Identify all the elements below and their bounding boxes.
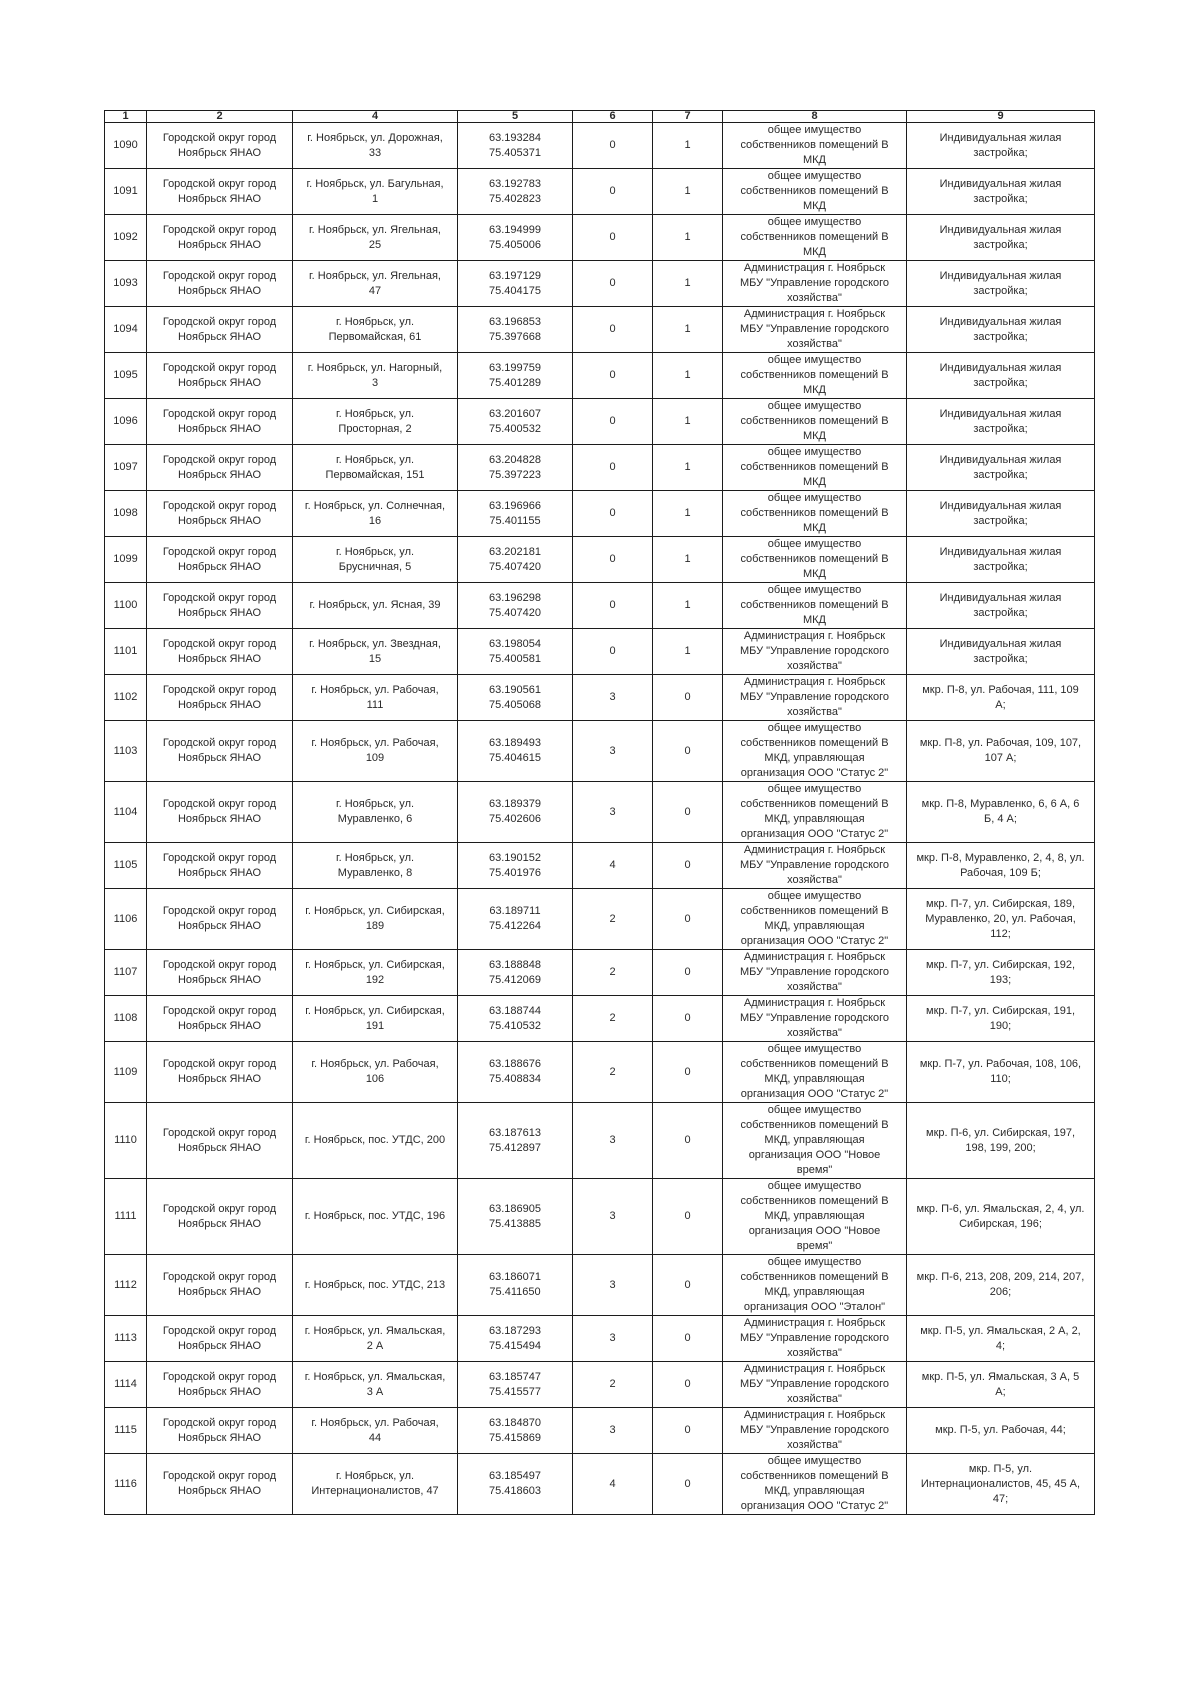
coordinates-cell: 63.197129 75.404175 <box>458 261 573 307</box>
owner-cell: Администрация г. Ноябрьск МБУ "Управление городского хозяйства" <box>723 675 907 721</box>
row-number-cell: 1106 <box>105 889 147 950</box>
header-cell-1: 1 <box>105 111 147 123</box>
coordinates-cell: 63.188848 75.412069 <box>458 950 573 996</box>
column-6-cell: 3 <box>573 721 653 782</box>
purpose-cell: мкр. П-5, ул. Интернационалистов, 45, 45 А, 47; <box>907 1454 1095 1515</box>
coordinates-cell: 63.196966 75.401155 <box>458 491 573 537</box>
table-row <box>105 399 1095 445</box>
purpose-cell: мкр. П-7, ул. Сибирская, 189, Муравленко, 20, ул. Рабочая, 112; <box>907 889 1095 950</box>
owner-cell: общее имущество собственников помещений В МКД <box>723 445 907 491</box>
row-number-cell: 1101 <box>105 629 147 675</box>
purpose-cell: мкр. П-8, Муравленко, 6, 6 А, 6 Б, 4 А; <box>907 782 1095 843</box>
table-body <box>105 123 1095 1515</box>
coordinates-cell: 63.189711 75.412264 <box>458 889 573 950</box>
district-cell: Городской округ город Ноябрьск ЯНАО <box>147 1408 293 1454</box>
owner-cell: общее имущество собственников помещений В МКД, управляющая организация ООО "Статус 2" <box>723 889 907 950</box>
owner-cell: общее имущество собственников помещений В МКД, управляющая организация ООО "Статус 2" <box>723 721 907 782</box>
purpose-cell: Индивидуальная жилая застройка; <box>907 169 1095 215</box>
purpose-cell: Индивидуальная жилая застройка; <box>907 215 1095 261</box>
row-number-cell: 1109 <box>105 1042 147 1103</box>
table-row <box>105 1179 1095 1255</box>
address-cell: г. Ноябрьск, ул. Интернационалистов, 47 <box>293 1454 458 1515</box>
column-6-cell: 3 <box>573 1316 653 1362</box>
header-cell-8: 8 <box>723 111 907 123</box>
coordinates-cell: 63.188676 75.408834 <box>458 1042 573 1103</box>
district-cell: Городской округ город Ноябрьск ЯНАО <box>147 1454 293 1515</box>
table-row <box>105 215 1095 261</box>
purpose-cell: мкр. П-7, ул. Рабочая, 108, 106, 110; <box>907 1042 1095 1103</box>
district-cell: Городской округ город Ноябрьск ЯНАО <box>147 491 293 537</box>
address-cell: г. Ноябрьск, ул. Ямальская, 3 А <box>293 1362 458 1408</box>
coordinates-cell: 63.202181 75.407420 <box>458 537 573 583</box>
district-cell: Городской округ город Ноябрьск ЯНАО <box>147 169 293 215</box>
table-row <box>105 169 1095 215</box>
coordinates-cell: 63.189379 75.402606 <box>458 782 573 843</box>
address-cell: г. Ноябрьск, ул. Просторная, 2 <box>293 399 458 445</box>
table-row <box>105 1255 1095 1316</box>
address-cell: г. Ноябрьск, ул. Рабочая, 44 <box>293 1408 458 1454</box>
table-row <box>105 353 1095 399</box>
purpose-cell: Индивидуальная жилая застройка; <box>907 445 1095 491</box>
coordinates-cell: 63.192783 75.402823 <box>458 169 573 215</box>
owner-cell: общее имущество собственников помещений В МКД <box>723 215 907 261</box>
coordinates-cell: 63.196298 75.407420 <box>458 583 573 629</box>
table-row <box>105 1042 1095 1103</box>
owner-cell: общее имущество собственников помещений В МКД, управляющая организация ООО "Новое время" <box>723 1179 907 1255</box>
table-row <box>105 889 1095 950</box>
row-number-cell: 1091 <box>105 169 147 215</box>
column-6-cell: 0 <box>573 261 653 307</box>
address-cell: г. Ноябрьск, пос. УТДС, 196 <box>293 1179 458 1255</box>
coordinates-cell: 63.187293 75.415494 <box>458 1316 573 1362</box>
table-row <box>105 123 1095 169</box>
table-row <box>105 843 1095 889</box>
row-number-cell: 1097 <box>105 445 147 491</box>
row-number-cell: 1104 <box>105 782 147 843</box>
purpose-cell: мкр. П-5, ул. Ямальская, 2 А, 2, 4; <box>907 1316 1095 1362</box>
purpose-cell: мкр. П-6, ул. Сибирская, 197, 198, 199, 200; <box>907 1103 1095 1179</box>
column-6-cell: 4 <box>573 843 653 889</box>
owner-cell: общее имущество собственников помещений В МКД, управляющая организация ООО "Эталон" <box>723 1255 907 1316</box>
column-7-cell: 0 <box>653 1316 723 1362</box>
owner-cell: Администрация г. Ноябрьск МБУ "Управление городского хозяйства" <box>723 261 907 307</box>
column-6-cell: 2 <box>573 1042 653 1103</box>
district-cell: Городской округ город Ноябрьск ЯНАО <box>147 721 293 782</box>
coordinates-cell: 63.186071 75.411650 <box>458 1255 573 1316</box>
table-row <box>105 583 1095 629</box>
column-7-cell: 1 <box>653 583 723 629</box>
district-cell: Городской округ город Ноябрьск ЯНАО <box>147 1179 293 1255</box>
column-7-cell: 0 <box>653 1042 723 1103</box>
column-7-cell: 0 <box>653 1255 723 1316</box>
table-row <box>105 307 1095 353</box>
row-number-cell: 1100 <box>105 583 147 629</box>
district-cell: Городской округ город Ноябрьск ЯНАО <box>147 950 293 996</box>
coordinates-cell: 63.185747 75.415577 <box>458 1362 573 1408</box>
data-table <box>104 110 1095 1515</box>
owner-cell: общее имущество собственников помещений В МКД <box>723 353 907 399</box>
column-7-cell: 1 <box>653 353 723 399</box>
purpose-cell: мкр. П-8, Муравленко, 2, 4, 8, ул. Рабочая, 109 Б; <box>907 843 1095 889</box>
column-7-cell: 0 <box>653 843 723 889</box>
row-number-cell: 1112 <box>105 1255 147 1316</box>
table-row <box>105 950 1095 996</box>
coordinates-cell: 63.204828 75.397223 <box>458 445 573 491</box>
column-6-cell: 0 <box>573 307 653 353</box>
column-7-cell: 1 <box>653 445 723 491</box>
address-cell: г. Ноябрьск, ул. Багульная, 1 <box>293 169 458 215</box>
header-cell-4: 4 <box>293 111 458 123</box>
column-6-cell: 0 <box>573 491 653 537</box>
address-cell: г. Ноябрьск, ул. Нагорный, 3 <box>293 353 458 399</box>
column-7-cell: 1 <box>653 537 723 583</box>
owner-cell: общее имущество собственников помещений В МКД, управляющая организация ООО "Статус 2" <box>723 782 907 843</box>
purpose-cell: Индивидуальная жилая застройка; <box>907 123 1095 169</box>
table-row <box>105 261 1095 307</box>
column-6-cell: 2 <box>573 1362 653 1408</box>
district-cell: Городской округ город Ноябрьск ЯНАО <box>147 629 293 675</box>
column-6-cell: 3 <box>573 1103 653 1179</box>
district-cell: Городской округ город Ноябрьск ЯНАО <box>147 445 293 491</box>
district-cell: Городской округ город Ноябрьск ЯНАО <box>147 1042 293 1103</box>
address-cell: г. Ноябрьск, ул. Ягельная, 25 <box>293 215 458 261</box>
owner-cell: общее имущество собственников помещений В МКД, управляющая организация ООО "Статус 2" <box>723 1042 907 1103</box>
column-6-cell: 4 <box>573 1454 653 1515</box>
header-cell-5: 5 <box>458 111 573 123</box>
owner-cell: Администрация г. Ноябрьск МБУ "Управление городского хозяйства" <box>723 1362 907 1408</box>
column-7-cell: 1 <box>653 123 723 169</box>
district-cell: Городской округ город Ноябрьск ЯНАО <box>147 353 293 399</box>
column-6-cell: 3 <box>573 1255 653 1316</box>
district-cell: Городской округ город Ноябрьск ЯНАО <box>147 1103 293 1179</box>
owner-cell: общее имущество собственников помещений В МКД <box>723 491 907 537</box>
row-number-cell: 1103 <box>105 721 147 782</box>
row-number-cell: 1105 <box>105 843 147 889</box>
column-6-cell: 3 <box>573 782 653 843</box>
column-7-cell: 1 <box>653 169 723 215</box>
district-cell: Городской округ город Ноябрьск ЯНАО <box>147 1362 293 1408</box>
coordinates-cell: 63.194999 75.405006 <box>458 215 573 261</box>
coordinates-cell: 63.201607 75.400532 <box>458 399 573 445</box>
column-6-cell: 0 <box>573 583 653 629</box>
row-number-cell: 1098 <box>105 491 147 537</box>
header-cell-9: 9 <box>907 111 1095 123</box>
header-cell-6: 6 <box>573 111 653 123</box>
column-7-cell: 0 <box>653 889 723 950</box>
purpose-cell: мкр. П-7, ул. Сибирская, 192, 193; <box>907 950 1095 996</box>
header-cell-2: 2 <box>147 111 293 123</box>
column-6-cell: 2 <box>573 996 653 1042</box>
header-row <box>105 111 1095 123</box>
district-cell: Городской округ город Ноябрьск ЯНАО <box>147 261 293 307</box>
row-number-cell: 1093 <box>105 261 147 307</box>
coordinates-cell: 63.189493 75.404615 <box>458 721 573 782</box>
purpose-cell: мкр. П-8, ул. Рабочая, 111, 109 А; <box>907 675 1095 721</box>
column-6-cell: 3 <box>573 675 653 721</box>
address-cell: г. Ноябрьск, ул. Ямальская, 2 А <box>293 1316 458 1362</box>
coordinates-cell: 63.187613 75.412897 <box>458 1103 573 1179</box>
address-cell: г. Ноябрьск, ул. Звездная, 15 <box>293 629 458 675</box>
column-6-cell: 0 <box>573 123 653 169</box>
address-cell: г. Ноябрьск, ул. Муравленко, 8 <box>293 843 458 889</box>
column-6-cell: 0 <box>573 169 653 215</box>
table-row <box>105 491 1095 537</box>
table-row <box>105 996 1095 1042</box>
address-cell: г. Ноябрьск, ул. Первомайская, 61 <box>293 307 458 353</box>
table-row <box>105 1362 1095 1408</box>
row-number-cell: 1114 <box>105 1362 147 1408</box>
table-row <box>105 1316 1095 1362</box>
coordinates-cell: 63.186905 75.413885 <box>458 1179 573 1255</box>
table-row <box>105 629 1095 675</box>
row-number-cell: 1107 <box>105 950 147 996</box>
district-cell: Городской округ город Ноябрьск ЯНАО <box>147 123 293 169</box>
coordinates-cell: 63.190561 75.405068 <box>458 675 573 721</box>
column-7-cell: 0 <box>653 675 723 721</box>
column-6-cell: 0 <box>573 215 653 261</box>
purpose-cell: мкр. П-7, ул. Сибирская, 191, 190; <box>907 996 1095 1042</box>
owner-cell: общее имущество собственников помещений В МКД, управляющая организация ООО "Новое время" <box>723 1103 907 1179</box>
row-number-cell: 1095 <box>105 353 147 399</box>
address-cell: г. Ноябрьск, ул. Брусничная, 5 <box>293 537 458 583</box>
address-cell: г. Ноябрьск, ул. Сибирская, 191 <box>293 996 458 1042</box>
table-row <box>105 537 1095 583</box>
column-6-cell: 2 <box>573 950 653 996</box>
owner-cell: Администрация г. Ноябрьск МБУ "Управление городского хозяйства" <box>723 1408 907 1454</box>
owner-cell: Администрация г. Ноябрьск МБУ "Управление городского хозяйства" <box>723 629 907 675</box>
owner-cell: Администрация г. Ноябрьск МБУ "Управление городского хозяйства" <box>723 307 907 353</box>
owner-cell: общее имущество собственников помещений В МКД <box>723 169 907 215</box>
address-cell: г. Ноябрьск, ул. Сибирская, 189 <box>293 889 458 950</box>
address-cell: г. Ноябрьск, ул. Рабочая, 109 <box>293 721 458 782</box>
row-number-cell: 1094 <box>105 307 147 353</box>
address-cell: г. Ноябрьск, пос. УТДС, 200 <box>293 1103 458 1179</box>
purpose-cell: мкр. П-5, ул. Рабочая, 44; <box>907 1408 1095 1454</box>
row-number-cell: 1113 <box>105 1316 147 1362</box>
coordinates-cell: 63.196853 75.397668 <box>458 307 573 353</box>
column-6-cell: 0 <box>573 353 653 399</box>
address-cell: г. Ноябрьск, пос. УТДС, 213 <box>293 1255 458 1316</box>
coordinates-cell: 63.185497 75.418603 <box>458 1454 573 1515</box>
purpose-cell: Индивидуальная жилая застройка; <box>907 537 1095 583</box>
address-cell: г. Ноябрьск, ул. Рабочая, 106 <box>293 1042 458 1103</box>
coordinates-cell: 63.199759 75.401289 <box>458 353 573 399</box>
address-cell: г. Ноябрьск, ул. Сибирская, 192 <box>293 950 458 996</box>
purpose-cell: Индивидуальная жилая застройка; <box>907 399 1095 445</box>
owner-cell: Администрация г. Ноябрьск МБУ "Управление городского хозяйства" <box>723 996 907 1042</box>
district-cell: Городской округ город Ноябрьск ЯНАО <box>147 1255 293 1316</box>
coordinates-cell: 63.198054 75.400581 <box>458 629 573 675</box>
purpose-cell: мкр. П-6, ул. Ямальская, 2, 4, ул. Сибирская, 196; <box>907 1179 1095 1255</box>
row-number-cell: 1115 <box>105 1408 147 1454</box>
column-7-cell: 1 <box>653 629 723 675</box>
column-7-cell: 0 <box>653 1362 723 1408</box>
row-number-cell: 1110 <box>105 1103 147 1179</box>
table-row <box>105 675 1095 721</box>
district-cell: Городской округ город Ноябрьск ЯНАО <box>147 782 293 843</box>
table-row <box>105 445 1095 491</box>
purpose-cell: Индивидуальная жилая застройка; <box>907 583 1095 629</box>
district-cell: Городской округ город Ноябрьск ЯНАО <box>147 996 293 1042</box>
district-cell: Городской округ город Ноябрьск ЯНАО <box>147 889 293 950</box>
column-7-cell: 0 <box>653 1103 723 1179</box>
district-cell: Городской округ город Ноябрьск ЯНАО <box>147 843 293 889</box>
table-row <box>105 721 1095 782</box>
row-number-cell: 1102 <box>105 675 147 721</box>
column-7-cell: 1 <box>653 307 723 353</box>
row-number-cell: 1108 <box>105 996 147 1042</box>
row-number-cell: 1096 <box>105 399 147 445</box>
column-6-cell: 3 <box>573 1408 653 1454</box>
owner-cell: общее имущество собственников помещений В МКД <box>723 399 907 445</box>
column-6-cell: 2 <box>573 889 653 950</box>
owner-cell: общее имущество собственников помещений В МКД <box>723 583 907 629</box>
coordinates-cell: 63.188744 75.410532 <box>458 996 573 1042</box>
column-6-cell: 0 <box>573 399 653 445</box>
column-7-cell: 1 <box>653 399 723 445</box>
coordinates-cell: 63.193284 75.405371 <box>458 123 573 169</box>
table-row <box>105 1103 1095 1179</box>
address-cell: г. Ноябрьск, ул. Ягельная, 47 <box>293 261 458 307</box>
address-cell: г. Ноябрьск, ул. Первомайская, 151 <box>293 445 458 491</box>
header-cell-7: 7 <box>653 111 723 123</box>
district-cell: Городской округ город Ноябрьск ЯНАО <box>147 307 293 353</box>
column-6-cell: 0 <box>573 629 653 675</box>
address-cell: г. Ноябрьск, ул. Дорожная, 33 <box>293 123 458 169</box>
column-7-cell: 0 <box>653 950 723 996</box>
column-7-cell: 0 <box>653 782 723 843</box>
purpose-cell: Индивидуальная жилая застройка; <box>907 629 1095 675</box>
district-cell: Городской округ город Ноябрьск ЯНАО <box>147 675 293 721</box>
owner-cell: общее имущество собственников помещений В МКД <box>723 123 907 169</box>
district-cell: Городской округ город Ноябрьск ЯНАО <box>147 399 293 445</box>
purpose-cell: Индивидуальная жилая застройка; <box>907 261 1095 307</box>
column-7-cell: 1 <box>653 491 723 537</box>
column-7-cell: 1 <box>653 261 723 307</box>
owner-cell: общее имущество собственников помещений В МКД <box>723 537 907 583</box>
district-cell: Городской округ город Ноябрьск ЯНАО <box>147 583 293 629</box>
address-cell: г. Ноябрьск, ул. Рабочая, 111 <box>293 675 458 721</box>
column-7-cell: 1 <box>653 215 723 261</box>
purpose-cell: мкр. П-8, ул. Рабочая, 109, 107, 107 А; <box>907 721 1095 782</box>
row-number-cell: 1092 <box>105 215 147 261</box>
row-number-cell: 1099 <box>105 537 147 583</box>
owner-cell: Администрация г. Ноябрьск МБУ "Управление городского хозяйства" <box>723 1316 907 1362</box>
table-row <box>105 782 1095 843</box>
purpose-cell: Индивидуальная жилая застройка; <box>907 307 1095 353</box>
district-cell: Городской округ город Ноябрьск ЯНАО <box>147 537 293 583</box>
coordinates-cell: 63.190152 75.401976 <box>458 843 573 889</box>
owner-cell: Администрация г. Ноябрьск МБУ "Управление городского хозяйства" <box>723 843 907 889</box>
row-number-cell: 1111 <box>105 1179 147 1255</box>
purpose-cell: мкр. П-5, ул. Ямальская, 3 А, 5 А; <box>907 1362 1095 1408</box>
district-cell: Городской округ город Ноябрьск ЯНАО <box>147 215 293 261</box>
address-cell: г. Ноябрьск, ул. Муравленко, 6 <box>293 782 458 843</box>
purpose-cell: Индивидуальная жилая застройка; <box>907 353 1095 399</box>
address-cell: г. Ноябрьск, ул. Ясная, 39 <box>293 583 458 629</box>
table-row <box>105 1408 1095 1454</box>
address-cell: г. Ноябрьск, ул. Солнечная, 16 <box>293 491 458 537</box>
district-cell: Городской округ город Ноябрьск ЯНАО <box>147 1316 293 1362</box>
column-7-cell: 0 <box>653 996 723 1042</box>
column-6-cell: 0 <box>573 445 653 491</box>
purpose-cell: мкр. П-6, 213, 208, 209, 214, 207, 206; <box>907 1255 1095 1316</box>
column-7-cell: 0 <box>653 1179 723 1255</box>
coordinates-cell: 63.184870 75.415869 <box>458 1408 573 1454</box>
column-7-cell: 0 <box>653 1408 723 1454</box>
row-number-cell: 1090 <box>105 123 147 169</box>
owner-cell: Администрация г. Ноябрьск МБУ "Управление городского хозяйства" <box>723 950 907 996</box>
owner-cell: общее имущество собственников помещений В МКД, управляющая организация ООО "Статус 2" <box>723 1454 907 1515</box>
table-row <box>105 1454 1095 1515</box>
column-7-cell: 0 <box>653 721 723 782</box>
column-6-cell: 0 <box>573 537 653 583</box>
column-6-cell: 3 <box>573 1179 653 1255</box>
column-7-cell: 0 <box>653 1454 723 1515</box>
purpose-cell: Индивидуальная жилая застройка; <box>907 491 1095 537</box>
row-number-cell: 1116 <box>105 1454 147 1515</box>
